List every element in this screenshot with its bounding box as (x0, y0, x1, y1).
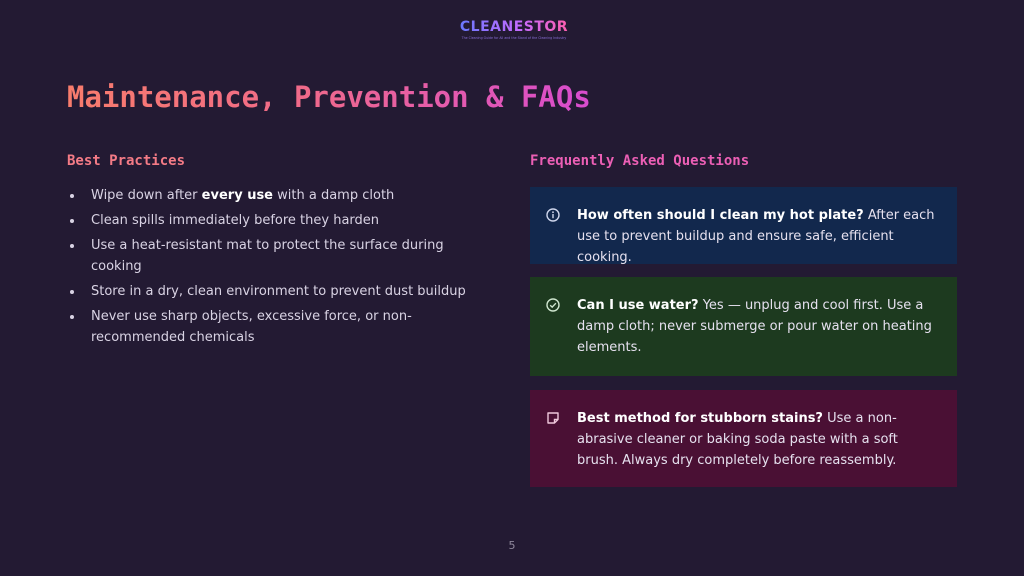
list-item: Store in a dry, clean environment to prevent dust buildup (67, 281, 467, 302)
info-icon (546, 208, 560, 222)
faq-card-stubborn-stains (530, 390, 957, 487)
faq-card-water (530, 277, 957, 376)
best-practices-list (67, 185, 467, 352)
brand-logo (454, 16, 574, 40)
best-practices-heading: Best Practices (67, 153, 186, 169)
faq-answer: After each use to prevent buildup and ensure safe, efficient cooking. (577, 208, 935, 265)
emphasis-text: every use (201, 188, 274, 203)
logo-wordmark: CLEANESTOR (459, 19, 569, 35)
page-title: Maintenance, Prevention & FAQs (67, 80, 591, 114)
faq-card-cleaning-frequency (530, 187, 957, 264)
faq-question: Best method for stubborn stains? (577, 411, 823, 426)
list-item: Wipe down after every use with a damp cloth (67, 185, 467, 206)
check-circle-icon (546, 298, 560, 312)
faq-answer: Use a non-abrasive cleaner or baking soda paste with a soft brush. Always dry completely before reassembly. (577, 411, 898, 468)
logo-tagline: The Cleaning Guide for All and the Stand of the Cleaning Industry (461, 36, 567, 40)
sticky-note-icon (546, 411, 560, 425)
list-item: Never use sharp objects, excessive force, or non-recommended chemicals (67, 306, 467, 348)
list-item: Use a heat-resistant mat to protect the surface during cooking (67, 235, 467, 277)
faq-heading: Frequently Asked Questions (530, 153, 750, 169)
faq-answer: Yes — unplug and cool first. Use a damp cloth; never submerge or pour water on heating elements. (577, 298, 932, 355)
page-number: 5 (508, 539, 516, 552)
faq-question: How often should I clean my hot plate? (577, 208, 864, 223)
list-item: Clean spills immediately before they harden (67, 210, 467, 231)
faq-question: Can I use water? (577, 298, 699, 313)
